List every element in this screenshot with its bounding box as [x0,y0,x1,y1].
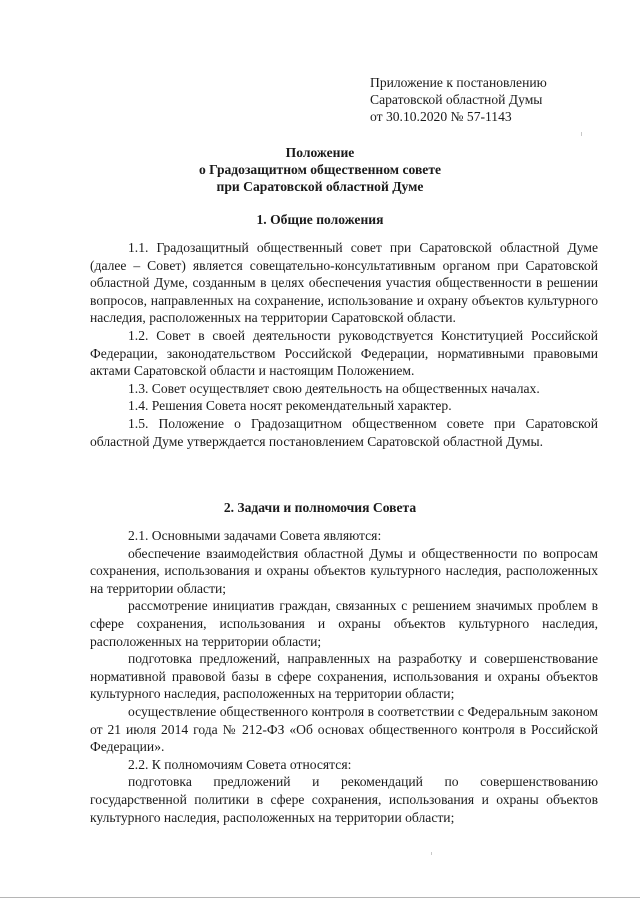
paragraph-2-1-a: обеспечение взаимодействия областной Думы и общественности по вопросам сохранения, использования и охраны объектов культурного наследия, расположенных на территории области; [90,545,598,596]
section-2-body [90,527,598,826]
appendix-line-3: от 30.10.2020 № 57-1143 [370,109,512,124]
paragraph-2-1: 2.1. Основными задачами Совета являются: [128,528,382,543]
appendix-line-1: Приложение к постановлению [370,75,547,90]
appendix-line-2: Саратовской областной Думы [370,92,543,107]
paragraph-2-1-d: осуществление общественного контроля в соответствии с Федеральным законом от 21 июля 2014 года № 212-ФЗ «Об основах общественного контроля в Российской Федерации». [90,703,598,755]
paragraph-2-2-a: подготовка предложений и рекомендаций по совершенствованию государственной политики в сфере сохранения, использования и охраны объектов культурного наследия, расположенных на территории области; [90,774,598,825]
section-1-body [90,239,598,450]
paragraph-2-1-b: рассмотрение инициатив граждан, связанных с решением значимых проблем в сфере сохранения, использования и охраны объектов культурного наследия, расположенных на территории области; [90,598,598,649]
title-line-2: о Градозащитном общественном совете [198,162,442,177]
scan-speck [581,132,582,136]
section-1-heading: 1. Общие положения [256,212,384,227]
paragraph-2-1-c: подготовка предложений, направленных на разработку и совершенствование нормативной правовой базы в сфере сохранения, использования и охраны объектов культурного наследия, расположенных на территории области; [90,651,598,702]
scan-speck [431,852,432,855]
paragraph-1-1: 1.1. Градозащитный общественный совет при Саратовской областной Думе (далее – Совет) является совещательно-консультативным органом при Саратовской областной Думе, созданным в целях обеспечения участия общественности в решении вопросов, направленных на сохранение, использование и охрану объектов культурного наследия, расположенных на территории Саратовской области. [90,240,598,326]
scan-edge-line [0,897,640,898]
section-2-heading: 2. Задачи и полномочия Совета [223,500,417,515]
document-title [0,144,640,195]
paragraph-1-2: 1.2. Совет в своей деятельности руководствуется Конституцией Российской Федерации, законодательством Российской Федерации, нормативными правовыми актами Саратовской области и настоящим Положением. [90,327,598,379]
title-line-1: Положение [285,145,355,160]
title-line-3: при Саратовской областной Думе [216,179,424,194]
appendix-note [370,74,547,125]
paragraph-2-2: 2.2. К полномочиям Совета относятся: [128,756,352,772]
paragraph-1-4: 1.4. Решения Совета носят рекомендательный характер. [128,398,452,414]
paragraph-1-3: 1.3. Совет осуществляет свою деятельность на общественных началах. [128,380,540,396]
paragraph-1-5: 1.5. Положение о Градозащитном общественном совете при Саратовской областной Думе утверждается постановлением Саратовской областной Думы. [90,415,598,449]
